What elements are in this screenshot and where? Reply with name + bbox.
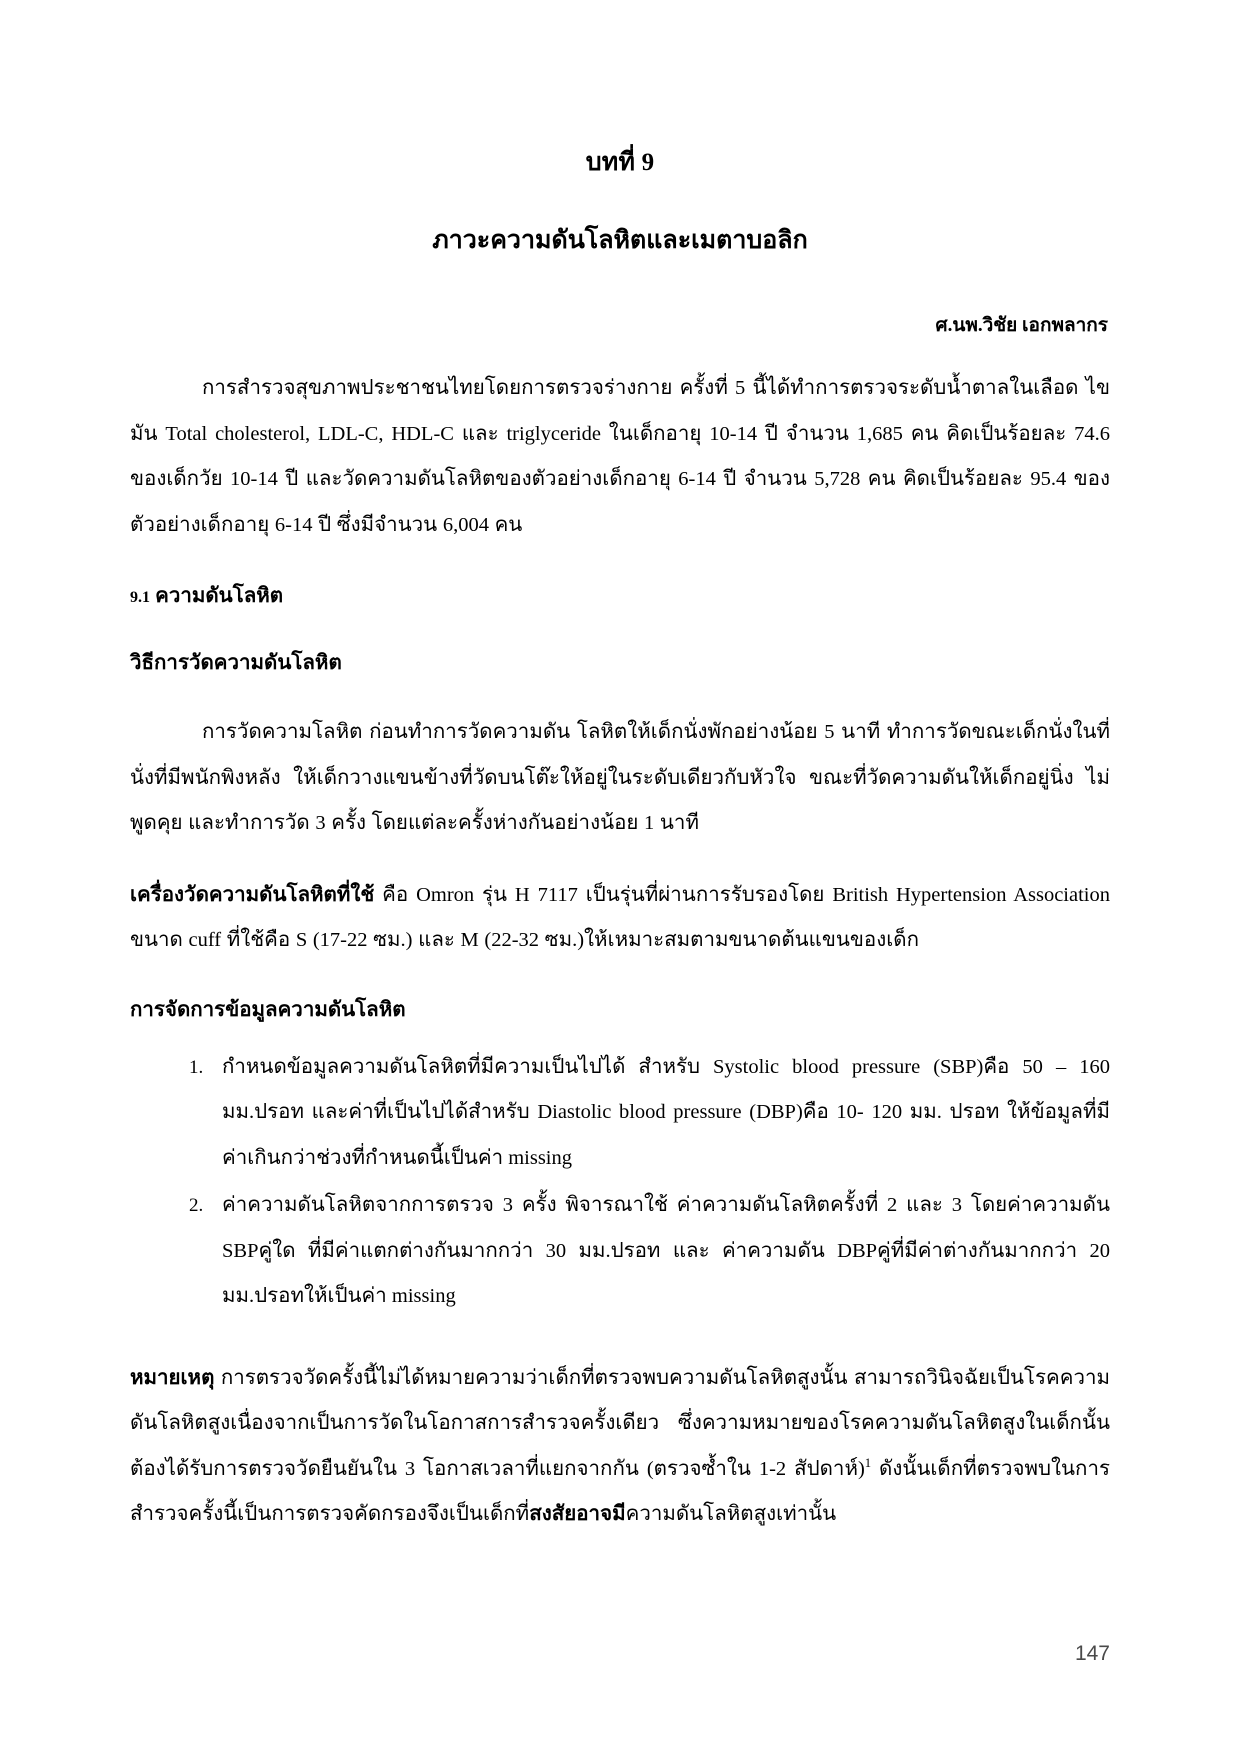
list-item: 2. ค่าความดันโลหิตจากการตรวจ 3 ครั้ง พิจารณาใช้ ค่าความดันโลหิตครั้งที่ 2 และ 3 โดยค่าความดัน SBPคู่ใด ที่มีค่าแตกต่างกันมากกว่า 30 มม.ปรอท และ ค่าความดัน DBPคู่ที่มีค่าต่างกันมากกว่า 20 มม.ปรอทให้เป็นค่า missing [208,1183,1110,1320]
list-item: 1. กำหนดข้อมูลความดันโลหิตที่มีความเป็นไปได้ สำหรับ Systolic blood pressure (SBP)คือ 50 – 160 มม.ปรอท และค่าที่เป็นไปได้สำหรับ Diastolic blood pressure (DBP)คือ 10- 120 มม. ปรอท ให้ข้อมูลที่มีค่าเกินกว่าช่วงที่กำหนดนี้เป็นค่า missing [208,1045,1110,1182]
section-title: ความดันโลหิต [155,585,284,607]
subheading-measurement-method: วิธีการวัดความดันโลหิต [130,652,342,674]
section-number: 9.1 [130,589,150,606]
page-number: 147 [1074,1642,1110,1665]
device-label: เครื่องวัดความดันโลหิตที่ใช้ [130,883,375,906]
note-text-part-2: ดังนั้นเด็กที่ตรวจพบในการสำรวจครั้งนี้เป็นการตรวจคัดกรองจึงเป็นเด็กที่ [130,1457,1110,1525]
note-paragraph [130,1356,1110,1538]
title-block [130,148,1110,256]
note-label: หมายเหตุ [130,1366,215,1389]
section-heading-9-1 [130,576,1110,617]
page-title: ภาวะความดันโลหิตและเมตาบอลิก [432,227,808,254]
author-byline: ศ.นพ.วิชัย เอกพลากร [935,315,1108,336]
note-text-part-3: ความดันโลหิตสูงเท่านั้น [625,1503,837,1525]
device-paragraph [130,873,1110,964]
device-paragraph-text: คือ Omron รุ่น H 7117 เป็นรุ่นที่ผ่านการรับรองโดย British Hypertension Association ขนาด cuff ที่ใช้คือ S (17-22 ซม.) และ M (22-32 ซม.)ให้เหมาะสมตามขนาดต้นแขนของเด็ก [130,883,1110,951]
subheading-data-management: การจัดการข้อมูลความดันโลหิต [130,998,406,1021]
measurement-method-paragraph: การวัดความโลหิต ก่อนทำการวัดความดัน โลหิตให้เด็กนั่งพักอย่างน้อย 5 นาที ทำการวัดขณะเด็กนั่งในที่นั่งที่มีพนักพิงหลัง ให้เด็กวางแขนข้างที่วัดบนโต๊ะให้อยู่ในระดับเดียวกับหัวใจ ขณะที่วัดความดันให้เด็กอยู่นิ่ง ไม่พูดคุย และทำการวัด 3 ครั้ง โดยแต่ละครั้งห่างกันอย่างน้อย 1 นาที [130,721,1110,834]
footnote-marker: 1 [864,1455,872,1470]
chapter-label: บทที่ 9 [585,149,655,176]
note-emphasis: สงสัยอาจมี [529,1503,626,1525]
intro-paragraph: การสำรวจสุขภาพประชาชนไทยโดยการตรวจร่างกาย ครั้งที่ 5 นี้ได้ทำการตรวจระดับน้ำตาลในเลือด ไขมัน Total cholesterol, LDL-C, HDL-C และ triglyceride ในเด็กอายุ 10-14 ปี จำนวน 1,685 คน คิดเป็นร้อยละ 74.6 ของเด็กวัย 10-14 ปี และวัดความดันโลหิตของตัวอย่างเด็กอายุ 6-14 ปี จำนวน 5,728 คน คิดเป็นร้อยละ 95.4 ของ ตัวอย่างเด็กอายุ 6-14 ปี ซึ่งมีจำนวน 6,004 คน [130,377,1110,536]
data-management-list [130,1045,1110,1320]
note-text-part-1: การตรวจวัดครั้งนี้ไม่ได้หมายความว่าเด็กที่ตรวจพบความดันโลหิตสูงนั้น สามารถวินิจฉัยเป็นโรคความดันโลหิตสูงเนื่องจากเป็นการวัดในโอกาสการสำรวจครั้งเดียว ซึ่งความหมายของโรคความดันโลหิตสูงในเด็กนั้นต้องได้รับการตรวจวัดยืนยันใน 3 โอกาสเวลาที่แยกจากกัน (ตรวจซ้ำใน 1-2 สัปดาห์) [130,1366,1110,1480]
